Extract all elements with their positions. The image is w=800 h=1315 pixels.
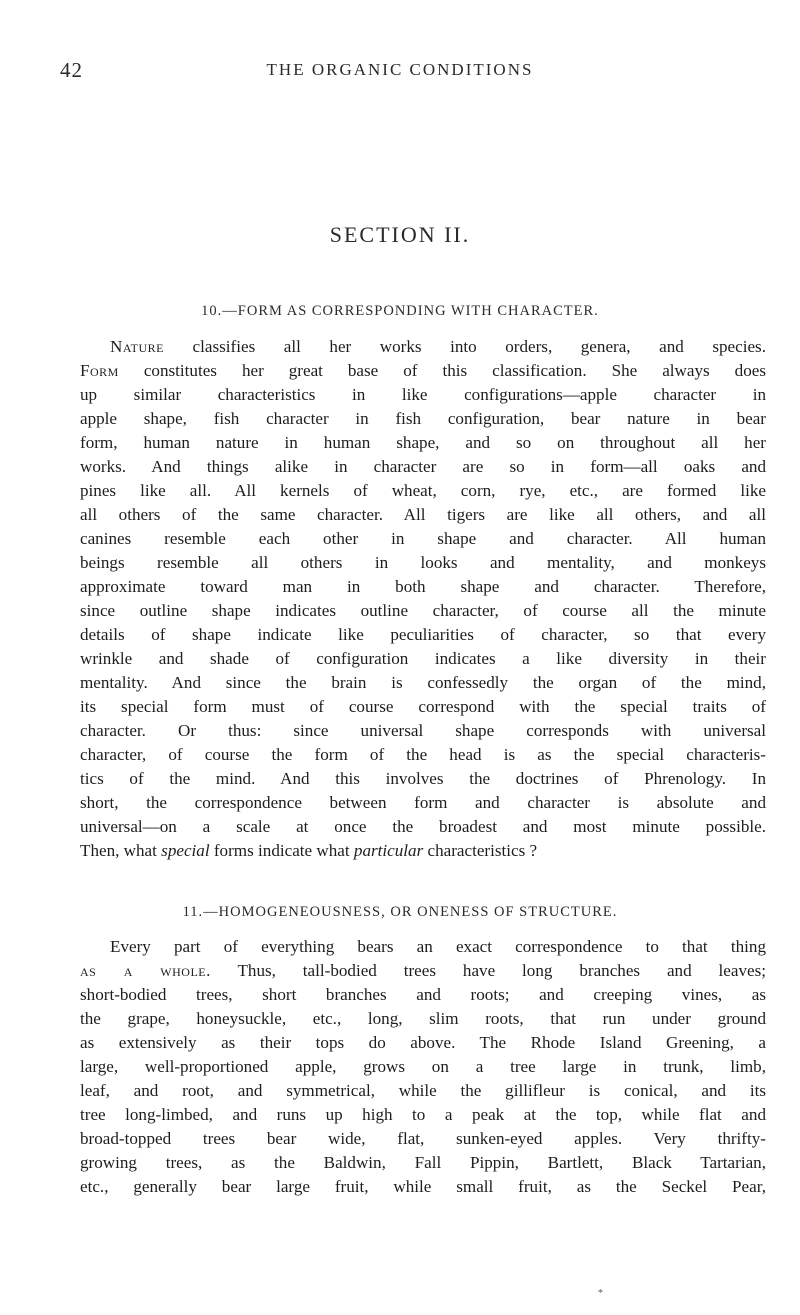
running-title: THE ORGANIC CONDITIONS [266, 60, 534, 79]
paragraph-line: growing trees, as the Baldwin, Fall Pippin, Bartlett, Black Tartarian, [80, 1153, 766, 1172]
paragraph-line [80, 671, 766, 695]
line-text: constitutes her great base of this classification. She always does [118, 361, 766, 380]
small-caps-text: as a whole. [80, 961, 211, 980]
line-text: form, human nature in human shape, and so on throughout all her [80, 433, 766, 452]
paragraph-line: tree long-limbed, and runs up high to a peak at the top, while flat and [80, 1105, 766, 1124]
paragraph-line [80, 959, 766, 983]
line-text: tics of the mind. And this involves the doctrines of Phrenology. In [80, 769, 766, 788]
line-text: approximate toward man in both shape and character. Therefore, [80, 577, 766, 596]
line-text: characteristics ? [423, 841, 538, 860]
article-paragraph-10 [80, 335, 766, 863]
paragraph-line [80, 359, 766, 383]
paragraph-line [80, 575, 766, 599]
section-title: SECTION II. [329, 222, 471, 247]
line-text: apple shape, fish character in fish configuration, bear nature in bear [80, 409, 766, 428]
line-text: classifies all her works into orders, genera, and species. [164, 337, 766, 356]
paragraph-line: short-bodied trees, short branches and roots; and creeping vines, as [80, 985, 766, 1004]
paragraph-line: large, well-proportioned apple, grows on a tree large in trunk, limb, [80, 1057, 766, 1076]
printer-mark: * [598, 1288, 603, 1299]
paragraph-line [80, 743, 766, 767]
paragraph-line [80, 839, 766, 863]
line-text: Thus, tall-bodied trees have long branches and leaves; [210, 961, 766, 980]
paragraph-line [80, 527, 766, 551]
article-heading-10: 10.—FORM AS CORRESPONDING WITH CHARACTER. [201, 303, 599, 319]
paragraph-line [80, 647, 766, 671]
paragraph-line [80, 719, 766, 743]
paragraph-line: as extensively as their tops do above. The Rhode Island Greening, a [80, 1033, 766, 1052]
line-text: details of shape indicate like peculiarities of character, so that every [80, 625, 766, 644]
line-text: pines like all. All kernels of wheat, corn, rye, etc., are formed like [80, 481, 766, 500]
paragraph-line: Every part of everything bears an exact correspondence to that thing [110, 937, 766, 956]
paragraph-line [80, 815, 766, 839]
page-number: 42 [60, 58, 83, 82]
paragraph-line: broad-topped trees bear wide, flat, sunken-eyed apples. Very thrifty- [80, 1129, 766, 1148]
paragraph-line [80, 695, 766, 719]
running-head [60, 58, 740, 82]
article-heading-11: 11.—HOMOGENEOUSNESS, OR ONENESS OF STRUCTURE. [182, 904, 618, 920]
line-text: its special form must of course correspond with the special traits of [80, 697, 766, 716]
italic-text: special [161, 841, 210, 860]
line-text: wrinkle and shade of configuration indicates a like diversity in their [80, 649, 766, 668]
line-text: works. And things alike in character are so in form—all oaks and [80, 457, 766, 476]
italic-text: particular [353, 841, 424, 860]
line-text: Then, what [80, 841, 162, 860]
paragraph-line [80, 383, 766, 407]
line-text: beings resemble all others in looks and mentality, and monkeys [80, 553, 766, 572]
line-text: short, the correspondence between form and character is absolute and [80, 793, 766, 812]
line-text: mentality. And since the brain is confessedly the organ of the mind, [80, 673, 766, 692]
paragraph-line [80, 551, 766, 575]
line-text: up similar characteristics in like configurations—apple character in [80, 385, 766, 404]
line-text: character, of course the form of the head is as the special characteris- [80, 745, 766, 764]
paragraph-line [80, 479, 766, 503]
paragraph-line [80, 407, 766, 431]
paragraph-line [80, 455, 766, 479]
paragraph-line [80, 623, 766, 647]
line-text: canines resemble each other in shape and character. All human [80, 529, 766, 548]
paragraph-line: leaf, and root, and symmetrical, while the gillifleur is conical, and its [80, 1081, 766, 1100]
article-paragraph-11 [80, 935, 766, 1199]
line-text: character. Or thus: since universal shape corresponds with universal [80, 721, 766, 740]
paragraph-line [80, 599, 766, 623]
paragraph-line: the grape, honeysuckle, etc., long, slim roots, that run under ground [80, 1009, 766, 1028]
paragraph-line [80, 791, 766, 815]
line-text: all others of the same character. All tigers are like all others, and all [80, 505, 766, 524]
paragraph-line [80, 503, 766, 527]
paragraph-line [80, 335, 766, 359]
line-text: universal—on a scale at once the broadest and most minute possible. [80, 817, 766, 836]
paragraph-line: etc., generally bear large fruit, while small fruit, as the Seckel Pear, [80, 1177, 766, 1196]
paragraph-line [80, 431, 766, 455]
paragraph-line [80, 767, 766, 791]
small-caps-text: Form [80, 361, 119, 380]
line-text: since outline shape indicates outline character, of course all the minute [80, 601, 766, 620]
line-text: forms indicate what [209, 841, 354, 860]
small-caps-text: Nature [110, 337, 165, 356]
